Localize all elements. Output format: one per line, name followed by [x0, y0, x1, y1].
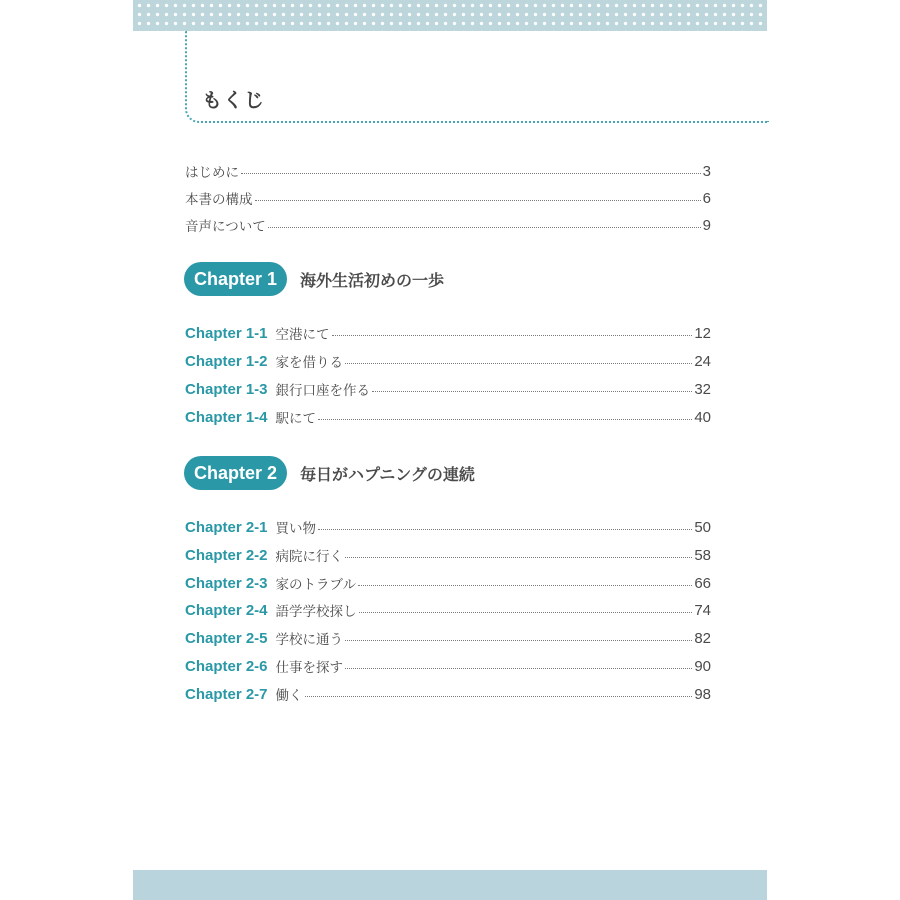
- toc-entry[interactable]: [185, 684, 711, 704]
- toc-entry[interactable]: [185, 656, 711, 676]
- dot-leader: [345, 363, 692, 364]
- toc-entry-page: 82: [694, 629, 711, 647]
- toc-entry-code: Chapter 2-2: [185, 546, 268, 564]
- toc-entry-label: 買い物: [275, 521, 317, 537]
- toc-entry[interactable]: [185, 628, 711, 648]
- title-frame: [185, 31, 769, 123]
- toc-entry[interactable]: [185, 188, 711, 208]
- toc-entry-code: Chapter 2-1: [185, 518, 268, 536]
- toc-entry[interactable]: [185, 545, 711, 565]
- toc-entry[interactable]: [185, 573, 711, 593]
- toc-entry[interactable]: [185, 215, 711, 235]
- chapter-badge: Chapter 1: [184, 262, 287, 296]
- toc-entry-label: 駅にて: [275, 411, 317, 427]
- dot-leader: [332, 335, 693, 336]
- toc-page: [133, 0, 767, 900]
- toc-entry-page: 40: [694, 408, 711, 426]
- toc-entry-page: 50: [694, 518, 711, 536]
- dot-leader: [359, 612, 693, 613]
- toc-entry-page: 6: [702, 189, 711, 207]
- toc-entry-label: 銀行口座を作る: [275, 383, 371, 399]
- toc-entry-label: 本書の構成: [185, 192, 253, 208]
- toc-entry-label: 家のトラブル: [275, 577, 356, 593]
- toc-entry-code: Chapter 1-4: [185, 408, 268, 426]
- toc-entry-page: 66: [694, 574, 711, 592]
- dotted-header-band: [133, 0, 767, 31]
- toc-entry-code: Chapter 1-2: [185, 352, 268, 370]
- toc-entry-page: 3: [702, 162, 711, 180]
- dot-leader: [268, 227, 701, 228]
- toc-entry-page: 9: [702, 216, 711, 234]
- toc-entry[interactable]: [185, 379, 711, 399]
- footer-band: [133, 870, 767, 900]
- toc-entry-page: 24: [694, 352, 711, 370]
- dot-leader: [318, 529, 692, 530]
- chapter-title: 毎日がハプニングの連続: [300, 464, 475, 484]
- toc-entry[interactable]: [185, 351, 711, 371]
- toc-entry-page: 98: [694, 685, 711, 703]
- toc-entry-page: 90: [694, 657, 711, 675]
- page-title: もくじ: [202, 88, 265, 112]
- toc-entry-label: 家を借りる: [275, 355, 344, 371]
- toc-entry-label: 学校に通う: [275, 632, 344, 648]
- toc-entry[interactable]: [185, 517, 711, 537]
- toc-entry-label: 語学学校探し: [275, 604, 357, 620]
- dot-leader: [241, 173, 701, 174]
- toc-entry-label: 仕事を探す: [275, 660, 344, 676]
- toc-entry-code: Chapter 2-7: [185, 685, 268, 703]
- toc-entry-code: Chapter 2-6: [185, 657, 268, 675]
- chapter-badge: Chapter 2: [184, 456, 287, 490]
- dot-leader: [345, 557, 692, 558]
- toc-entry-page: 12: [694, 324, 711, 342]
- toc-entry-code: Chapter 2-3: [185, 574, 268, 592]
- toc-entry[interactable]: [185, 323, 711, 343]
- toc-entry-code: Chapter 1-3: [185, 380, 268, 398]
- chapter-heading: [184, 262, 444, 296]
- toc-entry-label: 働く: [275, 688, 303, 704]
- toc-entry-code: Chapter 2-5: [185, 629, 268, 647]
- dot-leader: [318, 419, 692, 420]
- dot-leader: [372, 391, 692, 392]
- dot-leader: [358, 585, 692, 586]
- chapter-heading: [184, 456, 475, 490]
- dot-leader: [345, 640, 692, 641]
- toc-entry[interactable]: [185, 161, 711, 181]
- toc-entry-label: 空港にて: [275, 327, 330, 343]
- toc-entry-page: 74: [694, 601, 711, 619]
- toc-entry[interactable]: [185, 600, 711, 620]
- dot-leader: [305, 696, 693, 697]
- toc-entry[interactable]: [185, 407, 711, 427]
- toc-entry-label: はじめに: [185, 165, 239, 181]
- toc-entry-code: Chapter 2-4: [185, 601, 268, 619]
- toc-entry-page: 58: [694, 546, 711, 564]
- dot-leader: [255, 200, 701, 201]
- toc-entry-page: 32: [694, 380, 711, 398]
- toc-entry-label: 病院に行く: [275, 549, 344, 565]
- toc-entry-code: Chapter 1-1: [185, 324, 268, 342]
- dot-leader: [345, 668, 692, 669]
- chapter-title: 海外生活初めの一歩: [300, 270, 445, 290]
- toc-entry-label: 音声について: [185, 219, 266, 235]
